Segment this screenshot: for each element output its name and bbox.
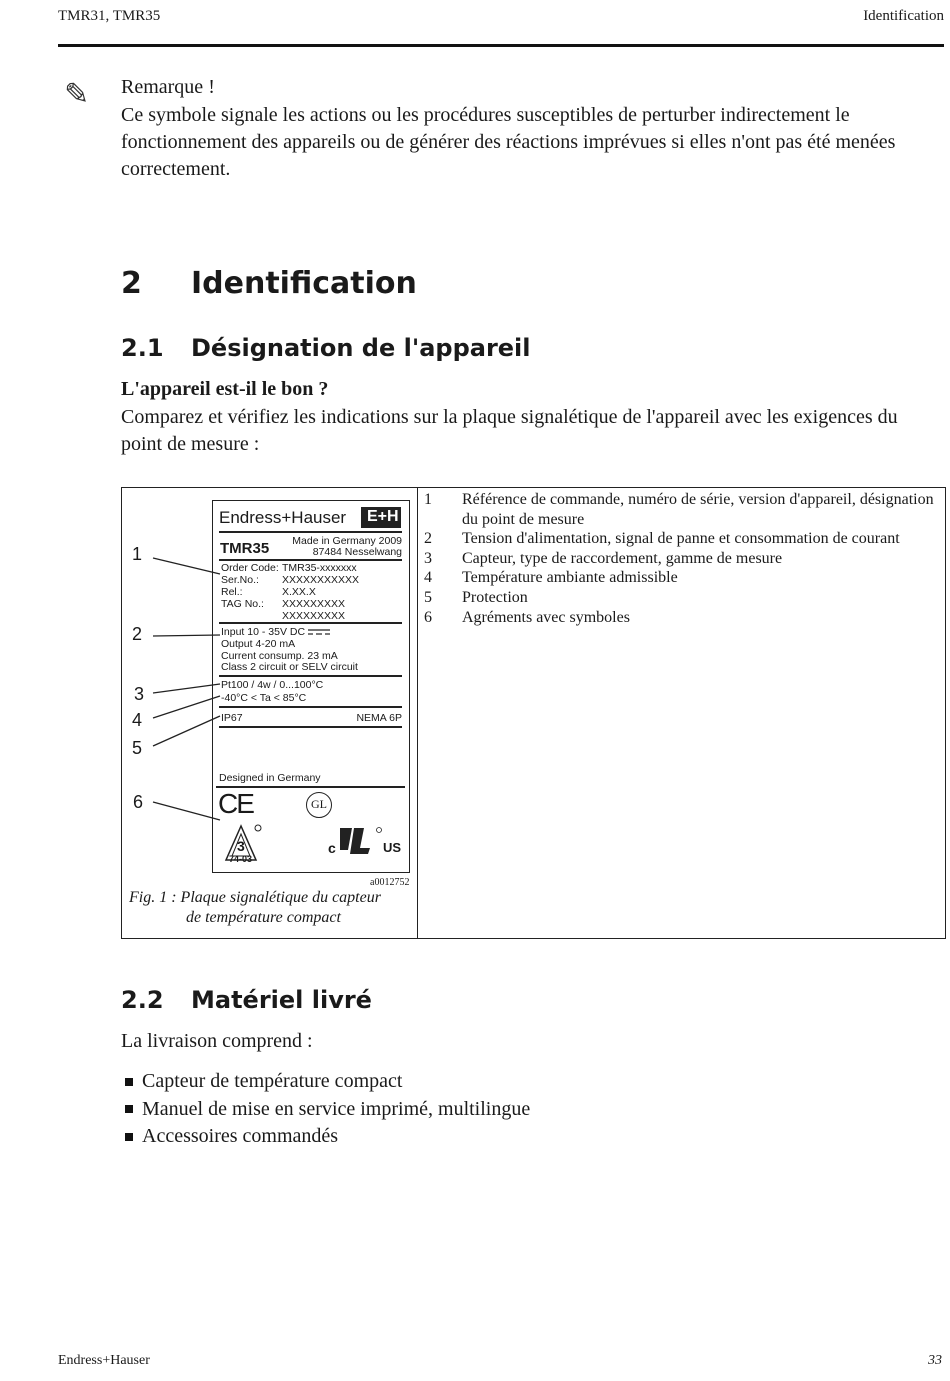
plate-rel-value: X.XX.X bbox=[282, 586, 316, 598]
figure-image-id: a0012752 bbox=[370, 877, 410, 888]
plate-brand: Endress+Hauser bbox=[219, 508, 347, 527]
ul-recognized-mark-icon bbox=[336, 826, 382, 856]
header-rule bbox=[58, 44, 944, 47]
plate-current: Current consump. 23 mA bbox=[221, 650, 338, 662]
figure-divider bbox=[417, 487, 418, 939]
legend-text: Référence de commande, numéro de série, version d'appareil, désignation du point de mesure bbox=[462, 491, 934, 528]
figure-legend bbox=[424, 490, 939, 627]
list-item-text: Accessoires commandés bbox=[142, 1125, 339, 1147]
a3-code: 74-03 bbox=[229, 854, 253, 864]
section-heading bbox=[121, 266, 417, 301]
subsection-number: 2.2 bbox=[121, 986, 164, 1014]
figure-caption-line-2: de température compact bbox=[186, 909, 341, 926]
dc-symbol-icon bbox=[307, 628, 331, 636]
callout-number: 3 bbox=[134, 684, 145, 704]
subsection-heading-2-1 bbox=[121, 334, 531, 362]
plate-ser-label: Ser.No.: bbox=[221, 574, 259, 586]
legend-text: Protection bbox=[462, 588, 528, 606]
legend-item bbox=[424, 529, 939, 549]
plate-order-label: Order Code: bbox=[221, 562, 279, 574]
figure-caption-line-1: Fig. 1 : Plaque signalétique du capteur bbox=[129, 889, 381, 906]
plate-ip: IP67 bbox=[221, 712, 243, 724]
section-number: 2 bbox=[121, 266, 142, 301]
intro-paragraph: Comparez et vérifiez les indications sur la plaque signalétique de l'appareil avec les exigences du point de mesure : bbox=[121, 406, 898, 455]
plate-output: Output 4-20 mA bbox=[221, 638, 296, 650]
bullet-square-icon bbox=[125, 1133, 133, 1141]
plate-rule bbox=[219, 726, 402, 728]
callout-number: 4 bbox=[132, 710, 143, 730]
legend-item bbox=[424, 588, 939, 608]
plate-model: TMR35 bbox=[220, 540, 270, 557]
legend-number: 6 bbox=[424, 608, 432, 626]
legend-text: Tension d'alimentation, signal de panne et consommation de courant bbox=[462, 530, 900, 548]
legend-number: 1 bbox=[424, 491, 432, 508]
legend-number: 2 bbox=[424, 530, 432, 548]
callout-leader-lines bbox=[140, 540, 230, 830]
subsection-heading-2-2 bbox=[121, 986, 372, 1014]
list-item-text: Capteur de température compact bbox=[142, 1070, 403, 1092]
plate-rule bbox=[219, 531, 402, 533]
subsection-number: 2.1 bbox=[121, 334, 164, 362]
plate-sensor: Pt100 / 4w / 0...100°C bbox=[221, 679, 324, 691]
ul-us-label: US bbox=[383, 840, 402, 855]
gl-mark-icon: GL bbox=[306, 792, 332, 818]
delivery-list bbox=[121, 1068, 530, 1151]
plate-tag-label: TAG No.: bbox=[221, 598, 264, 610]
legend-number: 4 bbox=[424, 569, 432, 587]
plate-ser-value: XXXXXXXXXXX bbox=[282, 574, 360, 586]
plate-tag-value-2: XXXXXXXXX bbox=[282, 610, 346, 622]
ce-mark-icon: CE bbox=[218, 788, 253, 819]
callout-number: 2 bbox=[132, 624, 143, 644]
plate-rule bbox=[219, 559, 402, 561]
running-header-left: TMR31, TMR35 bbox=[58, 8, 161, 24]
legend-item bbox=[424, 608, 939, 628]
pencil-icon: ✎ bbox=[64, 77, 90, 112]
list-item bbox=[121, 1123, 530, 1151]
figure-caption bbox=[129, 888, 381, 928]
plate-rule bbox=[219, 622, 402, 624]
page-number: 33 bbox=[928, 1353, 942, 1368]
running-header-right: Identification bbox=[863, 8, 944, 24]
legend-item bbox=[424, 549, 939, 569]
callout-number: 5 bbox=[132, 738, 143, 758]
legend-item bbox=[424, 568, 939, 588]
plate-nema: NEMA 6P bbox=[356, 712, 402, 724]
bullet-square-icon bbox=[125, 1078, 133, 1086]
plate-rel-label: Rel.: bbox=[221, 586, 243, 598]
list-item-text: Manuel de mise en service imprimé, multilingue bbox=[142, 1097, 531, 1120]
legend-text: Température ambiante admissible bbox=[462, 569, 678, 587]
legend-number: 3 bbox=[424, 549, 432, 567]
delivery-paragraph: La livraison comprend : bbox=[121, 1030, 313, 1052]
legend-number: 5 bbox=[424, 588, 432, 606]
legend-text: Agréments avec symboles bbox=[462, 608, 630, 626]
plate-order-value: TMR35-xxxxxxx bbox=[282, 562, 357, 574]
eh-logo-icon: E+H bbox=[361, 507, 401, 528]
list-item bbox=[121, 1068, 530, 1096]
plate-made-in: Made in Germany 2009 bbox=[292, 535, 402, 547]
plate-address: 87484 Nesselwang bbox=[312, 546, 402, 558]
plate-input: Input 10 - 35V DC bbox=[221, 626, 306, 638]
subsection-title: Matériel livré bbox=[191, 986, 372, 1014]
plate-tag-value-1: XXXXXXXXX bbox=[282, 598, 346, 610]
note-title: Remarque ! bbox=[121, 76, 215, 98]
a3-number: 3 bbox=[237, 838, 245, 854]
plate-class: Class 2 circuit or SELV circuit bbox=[221, 661, 358, 673]
plate-ambient: -40°C < Ta < 85°C bbox=[221, 692, 307, 704]
question-heading: L'appareil est-il le bon ? bbox=[121, 378, 329, 400]
bullet-square-icon bbox=[125, 1105, 133, 1113]
list-item bbox=[121, 1096, 530, 1124]
footer-brand: Endress+Hauser bbox=[58, 1353, 150, 1368]
section-title: Identification bbox=[191, 266, 417, 301]
legend-item bbox=[424, 490, 939, 529]
plate-rule bbox=[219, 675, 402, 677]
plate-rule bbox=[219, 706, 402, 708]
callout-number: 1 bbox=[132, 544, 143, 564]
callout-number: 6 bbox=[133, 792, 144, 812]
plate-designed: Designed in Germany bbox=[219, 772, 321, 784]
subsection-title: Désignation de l'appareil bbox=[191, 334, 531, 362]
ul-c-label: c bbox=[328, 840, 336, 856]
legend-text: Capteur, type de raccordement, gamme de mesure bbox=[462, 549, 783, 567]
note-body: Ce symbole signale les actions ou les procédures susceptibles de perturber indirectement le fonctionnement des appareils ou de générer des réactions imprévues si elles n'ont pas été menées correctement. bbox=[121, 104, 896, 180]
